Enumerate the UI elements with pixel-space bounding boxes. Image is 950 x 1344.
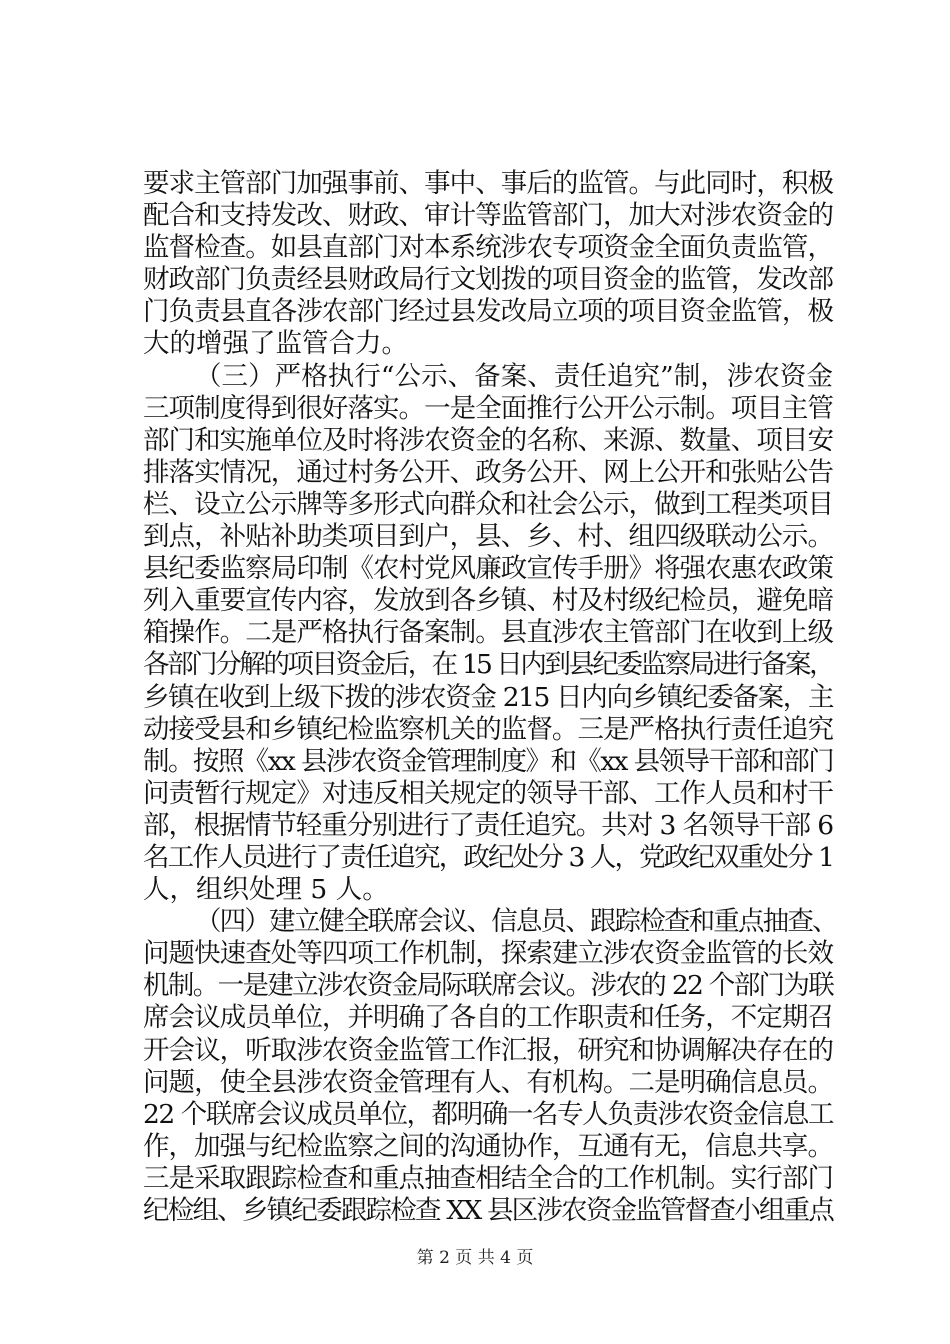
text-line: 人，组织处理 5 人。 bbox=[143, 874, 389, 906]
text-line: 部，根据情节轻重分别进行了责任追究。共对 3 名领导干部 6 bbox=[143, 809, 833, 841]
text-line: 三项制度得到很好落实。一是全面推行公开公示制。项目主管 bbox=[143, 392, 833, 424]
text-line: 县纪委监察局印制《农村党风廉政宣传手册》将强农惠农政策 bbox=[143, 553, 833, 585]
text-line: 大的增强了监管合力。 bbox=[143, 328, 408, 360]
text-line: 制。按照《xx 县涉农资金管理制度》和《xx 县领导干部和部门 bbox=[143, 745, 833, 777]
text-line: 财政部门负责经县财政局行文划拨的项目资金的监管，发改部 bbox=[143, 264, 833, 296]
text-line: 箱操作。二是严格执行备案制。县直涉农主管部门在收到上级 bbox=[143, 617, 833, 649]
text-line: 问责暂行规定》对违反相关规定的领导干部、工作人员和村干 bbox=[143, 777, 833, 809]
text-line: 列入重要宣传内容，发放到各乡镇、村及村级纪检员，避免暗 bbox=[143, 585, 833, 617]
text-line: 排落实情况，通过村务公开、政务公开、网上公开和张贴公告 bbox=[143, 456, 833, 488]
text-line: 各部门分解的项目资金后，在 15 日内到县纪委监察局进行备案， bbox=[143, 649, 833, 681]
text-line: 到点，补贴补助类项目到户，县、乡、村、组四级联动公示。 bbox=[143, 521, 833, 553]
text-line: 栏、设立公示牌等多形式向群众和社会公示，做到工程类项目 bbox=[143, 488, 833, 520]
text-line: 名工作人员进行了责任追究，政纪处分 3 人，党政纪双重处分 1 bbox=[143, 841, 833, 873]
text-line: 席会议成员单位，并明确了各自的工作职责和任务，不定期召 bbox=[143, 1002, 833, 1034]
text-line: 三是采取跟踪检查和重点抽查相结全合的工作机制。实行部门 bbox=[143, 1162, 833, 1194]
text-line: 部门和实施单位及时将涉农资金的名称、来源、数量、项目安 bbox=[143, 424, 833, 456]
text-line: 机制。一是建立涉农资金局际联席会议。涉农的 22 个部门为联 bbox=[143, 970, 833, 1002]
text-line: 问题，使全县涉农资金管理有人、有机构。二是明确信息员。 bbox=[143, 1066, 833, 1098]
page-number-footer: 第 2 页 共 4 页 bbox=[416, 1248, 534, 1268]
section-heading-line: （四）建立健全联席会议、信息员、跟踪检查和重点抽查、 bbox=[195, 906, 837, 938]
body-text bbox=[143, 168, 837, 1227]
text-line: 问题快速查处等四项工作机制，探索建立涉农资金监管的长效 bbox=[143, 938, 833, 970]
text-line: 门负责县直各涉农部门经过县发改局立项的项目资金监管，极 bbox=[143, 296, 833, 328]
text-line: 监督检查。如县直部门对本系统涉农专项资金全面负责监管， bbox=[143, 232, 833, 264]
text-line: 要求主管部门加强事前、事中、事后的监管。与此同时，积极 bbox=[143, 168, 833, 199]
text-line: 动接受县和乡镇纪检监察机关的监督。三是严格执行责任追究 bbox=[143, 713, 833, 745]
section-heading-line: （三）严格执行“公示、备案、责任追究”制，涉农资金 bbox=[195, 360, 833, 392]
text-line: 配合和支持发改、财政、审计等监管部门，加大对涉农资金的 bbox=[143, 200, 833, 232]
text-line: 开会议，听取涉农资金监管工作汇报，研究和协调解决存在的 bbox=[143, 1034, 833, 1066]
text-line: 22 个联席会议成员单位，都明确一名专人负责涉农资金信息工 bbox=[143, 1098, 833, 1130]
text-line: 乡镇在收到上级下拨的涉农资金 215 日内向乡镇纪委备案，主 bbox=[143, 681, 833, 713]
text-line: 纪检组、乡镇纪委跟踪检查 XX 县区涉农资金监管督查小组重点 bbox=[143, 1195, 833, 1226]
text-line: 作，加强与纪检监察之间的沟通协作，互通有无，信息共享。 bbox=[143, 1130, 833, 1162]
